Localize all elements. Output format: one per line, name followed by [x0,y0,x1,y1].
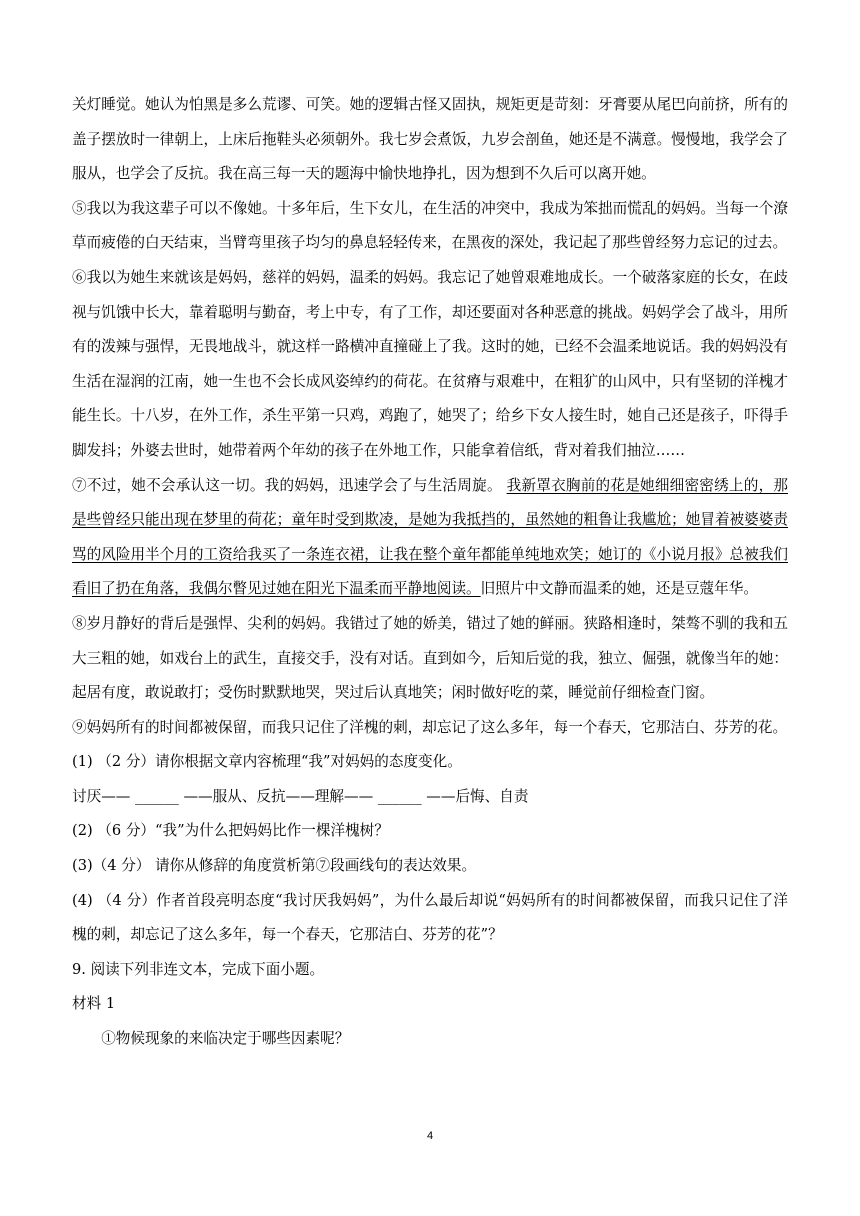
question-1: (1) （2 分）请你根据文章内容梳理“我”对妈妈的态度变化。 [72,753,462,771]
paragraph-7 [72,469,788,607]
paragraph-8: ⑧岁月静好的背后是强悍、尖利的妈妈。我错过了她的娇美，错过了她的鲜丽。狭路相逢时，桀骜不驯的我和五大三粗的她，如戏台上的武生，直接交手，没有对话。直到如今，后知后觉的我，独立、倔强，就像当年的她：起居有度，敢说敢打；受伤时默默地哭，哭过后认真地笑；闲时做好吃的菜，睡觉前仔细检查门窗。 [72,614,788,702]
answer-part-1: 讨厌—— [72,787,131,805]
page-number: 4 [426,1130,434,1142]
answer-part-2: ——服从、反抗——理解—— [183,787,374,805]
material-1-label: 材料 1 [72,995,116,1013]
question-1-answer-line [72,780,788,815]
question-2: (2) （6 分）“我”为什么把妈妈比作一棵洋槐树？ [72,822,389,840]
paragraph-6: ⑥我以为她生来就该是妈妈，慈祥的妈妈，温柔的妈妈。我忘记了她曾艰难地成长。一个破落家庭的长女，在歧视与饥饿中长大，靠着聪明与勤奋，考上中专，有了工作，却还要面对各种恶意的挑战。妈妈学会了战斗，用所有的泼辣与强悍，无畏地战斗，就这样一路横冲直撞碰上了我。这时的她，已经不会温柔地说话。我的妈妈没有生活在湿润的江南，她一生也不会长成风姿绰约的荷花。在贫瘠与艰难中，在粗犷的山风中，只有坚韧的洋槐才能生长。十八岁，在外工作，杀生平第一只鸡，鸡跑了，她哭了；给乡下女人接生时，她自己还是孩子，吓得手脚发抖；外婆去世时，她带着两个年幼的孩子在外地工作，只能拿着信纸，背对着我们抽泣…… [72,268,788,459]
paragraph-5: ⑤我以为我这辈子可以不像她。十多年后，生下女儿，在生活的冲突中，我成为笨拙而慌乱的妈妈。当每一个潦草而疲倦的白天结束，当臂弯里孩子均匀的鼻息轻轻传来，在黑夜的深处，我记起了那些曾经努力忘记的过去。 [72,199,788,252]
question-4: (4) （4 分）作者首段亮明态度“我讨厌我妈妈”，为什么最后却说“妈妈所有的时间都被保留，而我只记住了洋槐的刺，却忘记了这么多年，每一个春天，它那洁白、芬芳的花”？ [72,891,788,944]
answer-blank-2[interactable]: ______ [377,787,422,805]
paragraph-4-continued: 关灯睡觉。她认为怕黑是多么荒谬、可笑。她的逻辑古怪又固执，规矩更是苛刻：牙膏要从尾巴向前挤，所有的盖子摆放时一律朝上，上床后拖鞋头必须朝外。我七岁会煮饭，九岁会剖鱼，她还是不满意。慢慢地，我学会了服从，也学会了反抗。我在高三每一天的题海中愉快地挣扎，因为想到不久后可以离开她。 [72,96,788,183]
paragraph-7-suffix: 旧照片中文静而温柔的她，还是豆蔻年华。 [480,580,758,598]
question-3: (3)（4 分） 请你从修辞的角度赏析第⑦段画线句的表达效果。 [72,857,477,875]
page-content [72,88,788,1057]
paragraph-7-underlined-sentence: 我新罩衣胸前的花是她细细密密绣上的，那是些曾经只能出现在梦里的荷花；童年时受到欺凌，是她为我抵挡的，虽然她的粗鲁让我尴尬；她冒着被婆婆责骂的风险用半个月的工资给我买了一条连衣裙，让我在整个童年都能单纯地欢笑；她订的《小说月报》总被我们看旧了扔在角落，我偶尔瞥见过她在阳光下温柔而平静地阅读。 [72,476,788,598]
answer-part-3: ——后悔、自责 [426,787,529,805]
section-9-heading: 9. 阅读下列非连文本，完成下面小题。 [72,960,325,978]
answer-blank-1[interactable]: ______ [135,787,179,805]
material-1-paragraph-1: ①物候现象的来临决定于哪些因素呢？ [101,1030,350,1048]
paragraph-7-prefix: ⑦不过，她不会承认这一切。我的妈妈，迅速学会了与生活周旋。 [72,476,507,494]
paragraph-9: ⑨妈妈所有的时间都被保留，而我只记住了洋槐的刺，却忘记了这么多年，每一个春天，它那洁白、芬芳的花。 [72,718,788,736]
